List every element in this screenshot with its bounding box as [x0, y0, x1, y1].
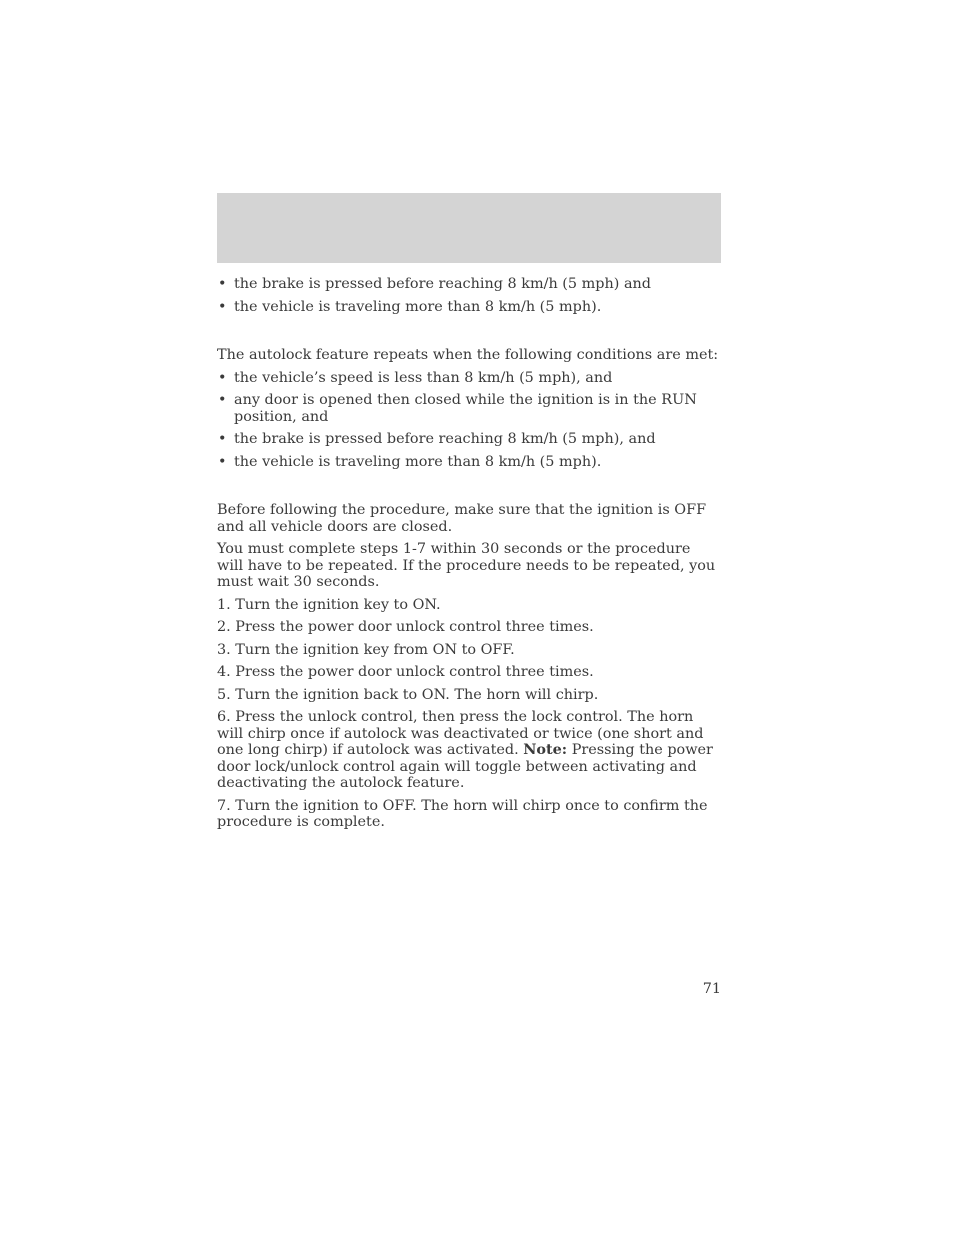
- step-4: 4. Press the power door unlock control three times.: [217, 664, 594, 680]
- list-item-text: the brake is pressed before reaching 8 km/h (5 mph), and: [234, 431, 656, 447]
- bullet-icon: •: [218, 369, 227, 386]
- list-item-text: any door is opened then closed while the ignition is in the RUN position, and: [234, 392, 697, 425]
- note-label: Note:: [523, 741, 568, 758]
- page-number: 71: [702, 981, 721, 997]
- bullet-icon: •: [218, 298, 227, 315]
- step-1: 1. Turn the ignition key to ON.: [217, 596, 441, 613]
- list-item: [217, 454, 721, 471]
- list-item-text: the vehicle’s speed is less than 8 km/h (5 mph), and: [234, 369, 613, 386]
- step-6-text: 6. Press the unlock control, then press the lock control. The horn will chirp once if autolock was deactivated or twice (one short and one long chirp) if autolock was activated.: [217, 709, 704, 758]
- list-item-text: the vehicle is traveling more than 8 km/h (5 mph).: [234, 298, 602, 315]
- section-header-bar: [217, 193, 721, 263]
- list-item: [217, 431, 721, 448]
- list-item: [217, 392, 721, 425]
- bullet-icon: •: [218, 276, 227, 292]
- step-3: 3. Turn the ignition key from ON to OFF.: [217, 641, 515, 658]
- list-item: [217, 370, 721, 387]
- conditions-list-2: [217, 370, 721, 471]
- conditions-list-1: [217, 276, 721, 315]
- note-text: Pressing the power door lock/unlock control again will toggle between activating and deactivating the autolock feature.: [217, 742, 713, 791]
- procedure-before: Before following the procedure, make sure that the ignition is OFF and all vehicle doors are closed.: [217, 502, 707, 535]
- page-content: [217, 276, 721, 837]
- bullet-icon: •: [218, 431, 227, 447]
- bullet-icon: •: [218, 392, 227, 408]
- list-item: [217, 299, 721, 316]
- list-item-text: the brake is pressed before reaching 8 km/h (5 mph) and: [234, 276, 652, 292]
- list-item: [217, 276, 721, 293]
- bullet-icon: •: [218, 453, 227, 470]
- step-5: 5. Turn the ignition back to ON. The horn will chirp.: [217, 686, 599, 703]
- procedure-steps: [217, 597, 721, 831]
- list-item-text: the vehicle is traveling more than 8 km/h (5 mph).: [234, 453, 602, 470]
- step-7: 7. Turn the ignition to OFF. The horn will chirp once to confirm the procedure is complete.: [217, 797, 708, 830]
- step-6: [217, 709, 721, 792]
- repeat-intro: The autolock feature repeats when the following conditions are met:: [217, 347, 719, 363]
- step-2: 2. Press the power door unlock control three times.: [217, 619, 594, 635]
- procedure-timing: You must complete steps 1-7 within 30 seconds or the procedure will have to be repeated. If the procedure needs to be repeated, you must wait 30 seconds.: [217, 541, 716, 590]
